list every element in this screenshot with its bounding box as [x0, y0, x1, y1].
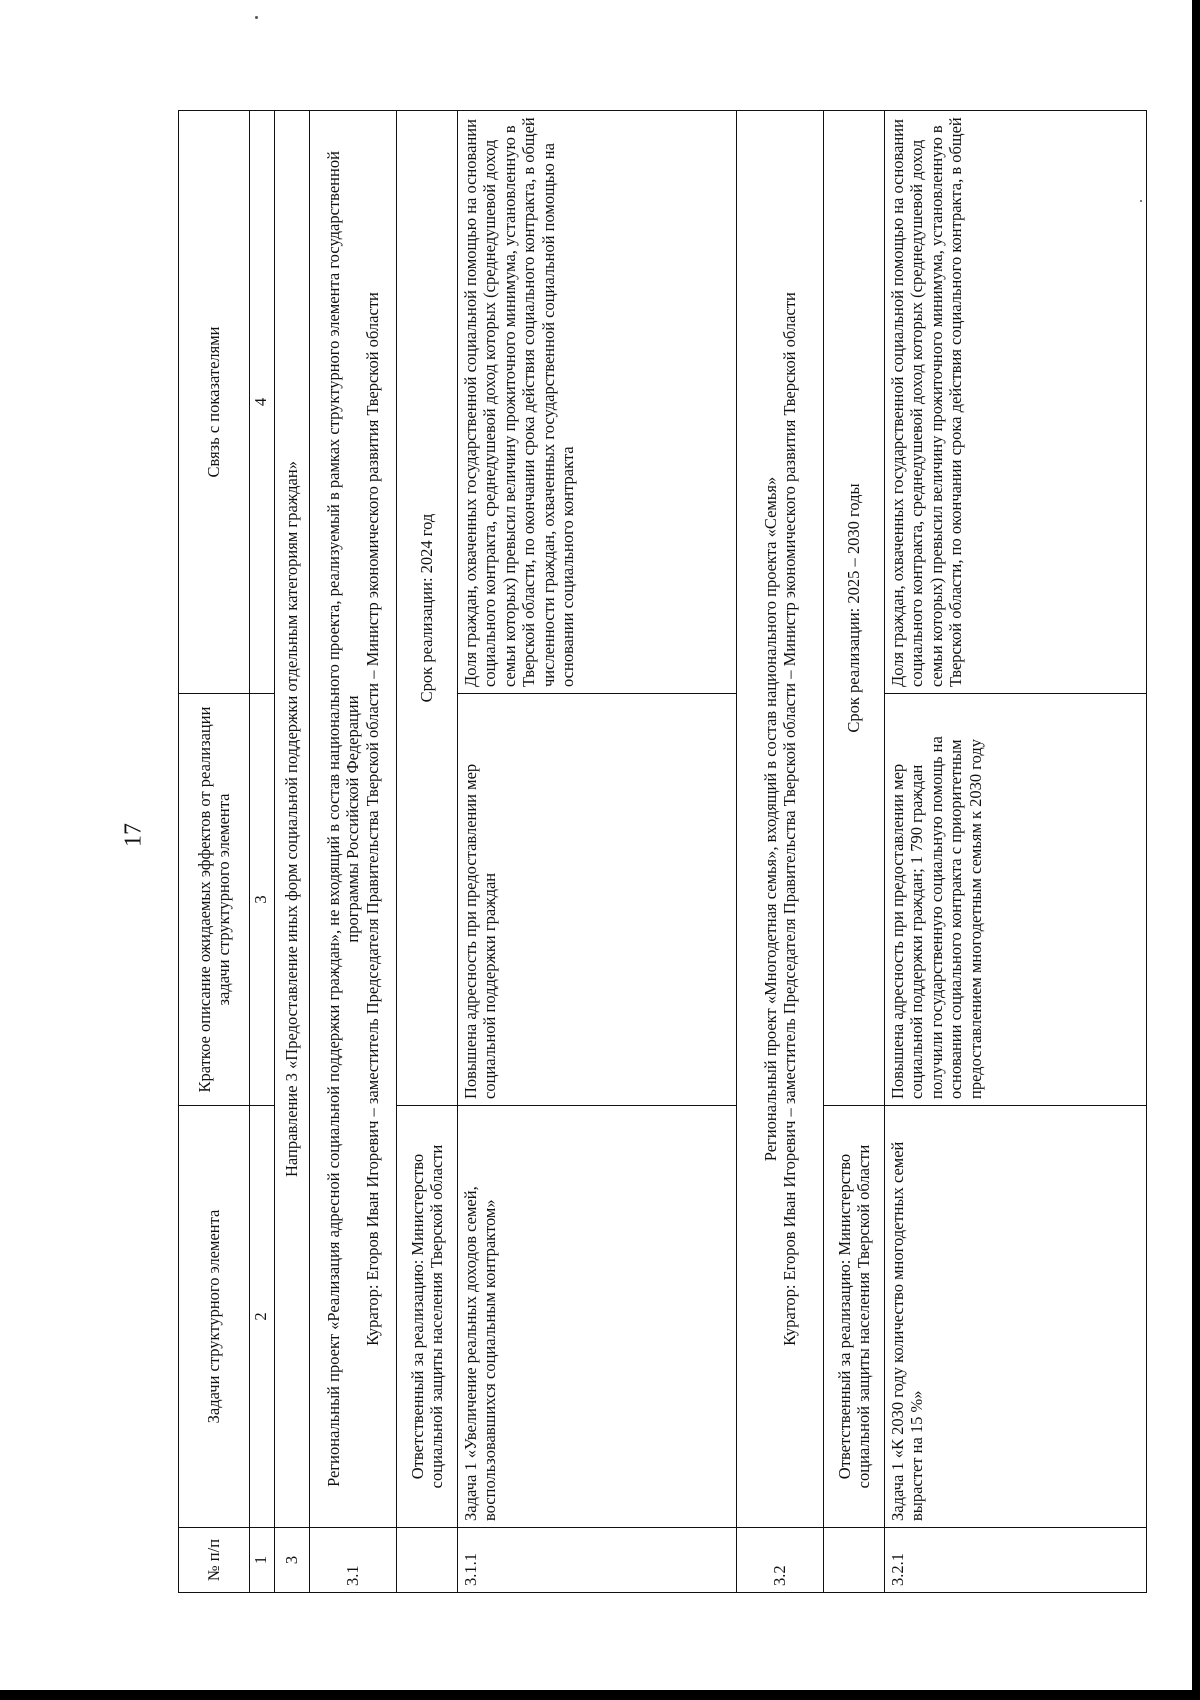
task-indicator-text: Доля граждан, охваченных государственной социальной помощью на основании социального контракта, среднедушевой доход которых (среднедушевой доход семьи которых) превысил величину прожиточного минимума, установленную в Тверской области, по окончании срока действия социального контракта, в общей	[888, 117, 966, 687]
task-title: Задача 1 «К 2030 году количество многодетных семей вырастет на 15 %»	[885, 1106, 1147, 1528]
project-header	[310, 111, 397, 1528]
project-curator: Куратор: Егоров Иван Игоревич – заместитель Председателя Правительства Тверской области – Министр экономического развития Тверской области	[780, 292, 799, 1346]
header-tasks: Задачи структурного элемента	[179, 1106, 250, 1528]
project-period: Срок реализации: 2024 год	[397, 111, 458, 1106]
project-number: 3.2	[737, 1528, 824, 1593]
direction-number: 3	[275, 1528, 310, 1593]
project-responsible: Ответственный за реализацию: Министерство социальной защиты населения Тверской области	[397, 1106, 458, 1528]
task-indicator	[458, 111, 737, 694]
scan-edge-bottom	[0, 1690, 1200, 1700]
project-row	[310, 111, 397, 1593]
task-number: 3.1.1	[458, 1528, 737, 1593]
header-number: № п/п	[179, 1528, 250, 1593]
project-period: Срок реализации: 2025 – 2030 годы	[824, 111, 885, 1106]
scan-edge-right	[1192, 0, 1200, 1700]
scan-speck	[255, 16, 258, 19]
table-header-row	[179, 111, 250, 1593]
project-header	[737, 111, 824, 1528]
project-meta-row	[824, 111, 885, 1593]
task-row	[885, 111, 1147, 1593]
header-indicators: Связь с показателями	[179, 111, 250, 694]
project-row	[737, 111, 824, 1593]
project-meta-row	[397, 111, 458, 1593]
task-indicator-text: Доля граждан, охваченных государственной социальной помощью на основании социального контракта, среднедушевой доход которых (среднедушевой доход семьи которых) превысил величину прожиточного минимума, установленную в Тверской области, по окончании срока действия социального контракта, в общей численности граждан, охваченных государственной социальной помощью на основании социального контракта	[461, 117, 578, 687]
task-title: Задача 1 «Увеличение реальных доходов семей, воспользовавшихся социальным контрактом»	[458, 1106, 737, 1528]
project-curator: Куратор: Егоров Иван Игоревич – заместитель Председателя Правительства Тверской области – Министр экономического развития Тверской области	[362, 292, 382, 1346]
task-indicator	[885, 111, 1147, 694]
structural-elements-table	[178, 110, 1147, 1593]
column-number: 2	[250, 1106, 275, 1528]
column-number: 4	[250, 111, 275, 694]
direction-title: Направление 3 «Предоставление иных форм социальной поддержки отдельным категориям граждан»	[275, 111, 310, 1528]
column-number: 3	[250, 694, 275, 1106]
project-responsible: Ответственный за реализацию: Министерство социальной защиты населения Тверской области	[824, 1106, 885, 1528]
project-number: 3.1	[310, 1528, 397, 1593]
task-effect: Повышена адресность при предоставлении мер социальной поддержки граждан; 1 790 граждан получили государственную социальную помощь на основании социального контракта с приоритетным предоставлением многодетным семьям к 2030 году	[885, 694, 1147, 1106]
task-effect: Повышена адресность при предоставлении мер социальной поддержки граждан	[458, 694, 737, 1106]
header-effects: Краткое описание ожидаемых эффектов от реализации задачи структурного элемента	[179, 694, 250, 1106]
column-number: 1	[250, 1528, 275, 1593]
task-number: 3.2.1	[885, 1528, 1147, 1593]
project-title: Региональный проект «Многодетная семья», входящий в состав национального проекта «Семья»	[760, 476, 780, 1162]
column-number-row	[250, 111, 275, 1593]
task-row	[458, 111, 737, 1593]
project-title: Региональный проект «Реализация адресной социальной поддержки граждан», не входящий в состав национального проекта, реализуемый в рамках структурного элемента государственной программы Российской Федерации	[323, 151, 363, 1487]
rotated-page-content	[178, 111, 1085, 1593]
direction-row	[275, 111, 310, 1593]
